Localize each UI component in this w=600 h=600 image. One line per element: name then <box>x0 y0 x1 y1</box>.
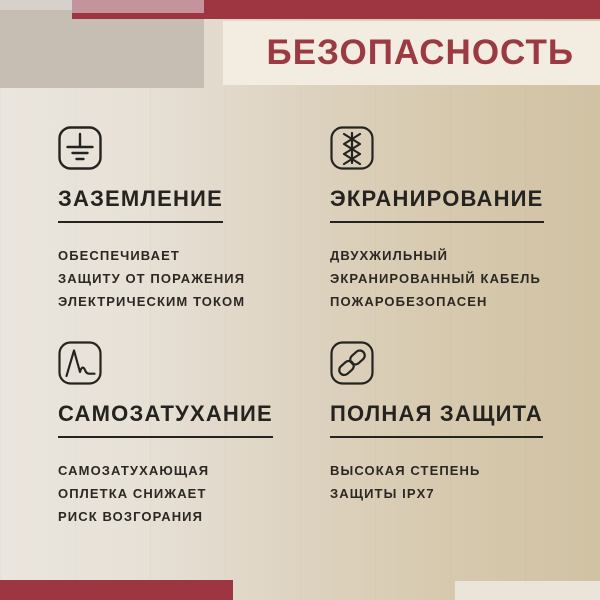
feature-full-protection <box>330 341 575 505</box>
feature-description: ДВУХЖИЛЬНЫЙ ЭКРАНИРОВАННЫЙ КАБЕЛЬ ПОЖАРОБЕЗОПАСЕН <box>330 248 541 309</box>
page-title: БЕЗОПАСНОСТЬ <box>266 33 574 72</box>
footer-red-block <box>0 580 233 600</box>
feature-shielding <box>330 126 575 313</box>
footer-cream-block <box>455 581 600 600</box>
header-light-strip <box>0 0 72 10</box>
header-title-panel <box>223 21 600 85</box>
waveform-icon <box>58 341 102 385</box>
feature-self-extinguishing <box>58 341 303 528</box>
feature-grounding <box>58 126 303 313</box>
feature-title: ЗАЗЕМЛЕНИЕ <box>58 186 223 223</box>
chain-link-icon <box>330 341 374 385</box>
header-taupe-block <box>0 10 204 88</box>
feature-description: САМОЗАТУХАЮЩАЯ ОПЛЕТКА СНИЖАЕТ РИСК ВОЗГОРАНИЯ <box>58 463 210 524</box>
feature-description: ОБЕСПЕЧИВАЕТ ЗАЩИТУ ОТ ПОРАЖЕНИЯ ЭЛЕКТРИЧЕСКИМ ТОКОМ <box>58 248 246 309</box>
feature-title: ЭКРАНИРОВАНИЕ <box>330 186 544 223</box>
ground-icon <box>58 126 102 170</box>
header-pink-overlay <box>72 0 204 13</box>
feature-title: ПОЛНАЯ ЗАЩИТА <box>330 401 543 438</box>
shield-mesh-icon <box>330 126 374 170</box>
feature-title: САМОЗАТУХАНИЕ <box>58 401 273 438</box>
feature-description: ВЫСОКАЯ СТЕПЕНЬ ЗАЩИТЫ IPX7 <box>330 463 481 501</box>
